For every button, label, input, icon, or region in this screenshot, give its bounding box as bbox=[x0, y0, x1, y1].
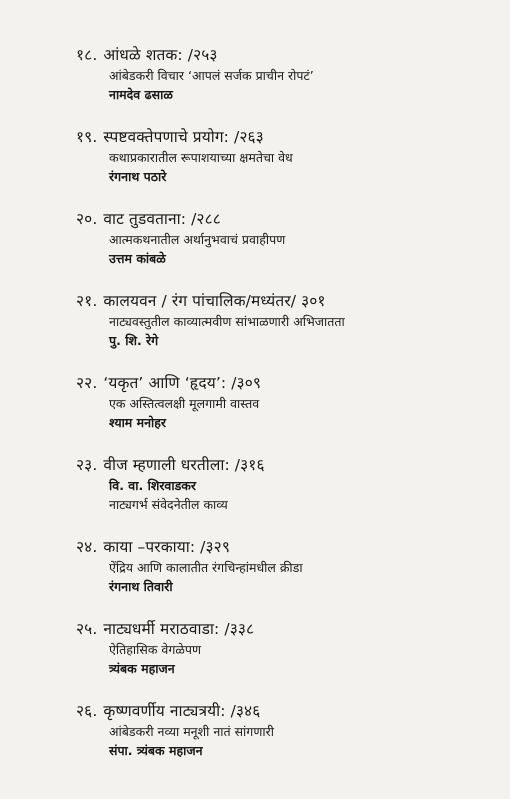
entry-author: रंगनाथ पठारे bbox=[109, 169, 167, 184]
entry-title: कालयवन / रंग पांचालिक/मध्यंतर/ ३०१ bbox=[103, 292, 326, 310]
entry-title-line bbox=[76, 208, 494, 230]
entry-author: वि. वा. शिरवाडकर bbox=[109, 478, 197, 493]
toc-entry bbox=[76, 700, 494, 760]
entry-subtitle: नाट्यगर्भ संवेदनेतील काव्य bbox=[109, 497, 228, 512]
toc-entry bbox=[76, 208, 494, 268]
entry-title-line bbox=[76, 454, 494, 476]
toc-entry bbox=[76, 126, 494, 186]
entry-subtitle: आत्मकथनातील अर्थानुभवाचं प्रवाहीपण bbox=[109, 232, 286, 247]
entry-number: २०. bbox=[76, 210, 98, 228]
entry-title: काया –परकाया: /३२९ bbox=[103, 538, 230, 556]
entry-number: २५. bbox=[76, 620, 98, 638]
entry-subtitle: ऐतिहासिक वेगळेपण bbox=[109, 642, 202, 657]
entry-number: २४. bbox=[76, 538, 98, 556]
entry-author: संपा. त्र्यंबक महाजन bbox=[109, 743, 203, 758]
entry-title-line bbox=[76, 290, 494, 312]
entry-number: २६. bbox=[76, 702, 98, 720]
entry-number: १८. bbox=[76, 46, 98, 64]
toc-entry bbox=[76, 454, 494, 514]
entry-subtitle: आंबेडकरी विचार ‘आपलं सर्जक प्राचीन रोपटं’ bbox=[109, 68, 314, 83]
entry-number: २२. bbox=[76, 374, 98, 392]
toc-entry bbox=[76, 536, 494, 596]
entry-title: आंधळे शतक: /२५३ bbox=[103, 46, 218, 64]
entry-title-line bbox=[76, 372, 494, 394]
entry-title: कृष्णवर्णीय नाट्यत्रयी: /३४६ bbox=[103, 702, 261, 720]
entry-subtitle: एक अस्तित्वलक्षी मूलगामी वास्तव bbox=[109, 396, 260, 411]
entry-title-line bbox=[76, 44, 494, 66]
entry-subtitle: नाट्यवस्तुतील काव्यात्मवीण सांभाळणारी अभिजातता bbox=[109, 314, 345, 329]
entry-author: उत्तम कांबळे bbox=[109, 251, 166, 266]
entry-title: ‘यकृत’ आणि ‘हृदय’: /३०९ bbox=[103, 374, 262, 392]
entry-number: २३. bbox=[76, 456, 98, 474]
toc-entry bbox=[76, 618, 494, 678]
entry-title: वाट तुडवताना: /२८८ bbox=[103, 210, 221, 228]
entry-title-line bbox=[76, 700, 494, 722]
entry-author: नामदेव ढसाळ bbox=[109, 87, 173, 102]
entry-subtitle: ऐंद्रिय आणि कालातीत रंगचिन्हांमधील क्रीडा bbox=[109, 560, 303, 575]
entry-author: त्र्यंबक महाजन bbox=[109, 661, 175, 676]
entry-title: स्पष्टवक्तेपणाचे प्रयोग: /२६३ bbox=[103, 128, 264, 146]
entry-title-line bbox=[76, 536, 494, 558]
toc-entry bbox=[76, 44, 494, 104]
entry-title-line bbox=[76, 618, 494, 640]
entry-number: २१. bbox=[76, 292, 98, 310]
entry-title-line bbox=[76, 126, 494, 148]
entry-subtitle: आंबेडकरी नव्या मनूशी नातं सांगणारी bbox=[109, 724, 274, 739]
entry-title: वीज म्हणाली धरतीला: /३१६ bbox=[103, 456, 265, 474]
entry-author: रंगनाथ तिवारी bbox=[109, 579, 173, 594]
entry-number: १९. bbox=[76, 128, 98, 146]
entry-author: श्याम मनोहर bbox=[109, 415, 167, 430]
entry-subtitle: कथाप्रकारातील रूपाशयाच्या क्षमतेचा वेध bbox=[109, 150, 293, 165]
entry-author: पु. शि. रेगे bbox=[109, 333, 159, 348]
toc-entry bbox=[76, 290, 494, 350]
toc-entry bbox=[76, 372, 494, 432]
entry-title: नाट्यधर्मी मराठवाडा: /३३८ bbox=[103, 620, 255, 638]
